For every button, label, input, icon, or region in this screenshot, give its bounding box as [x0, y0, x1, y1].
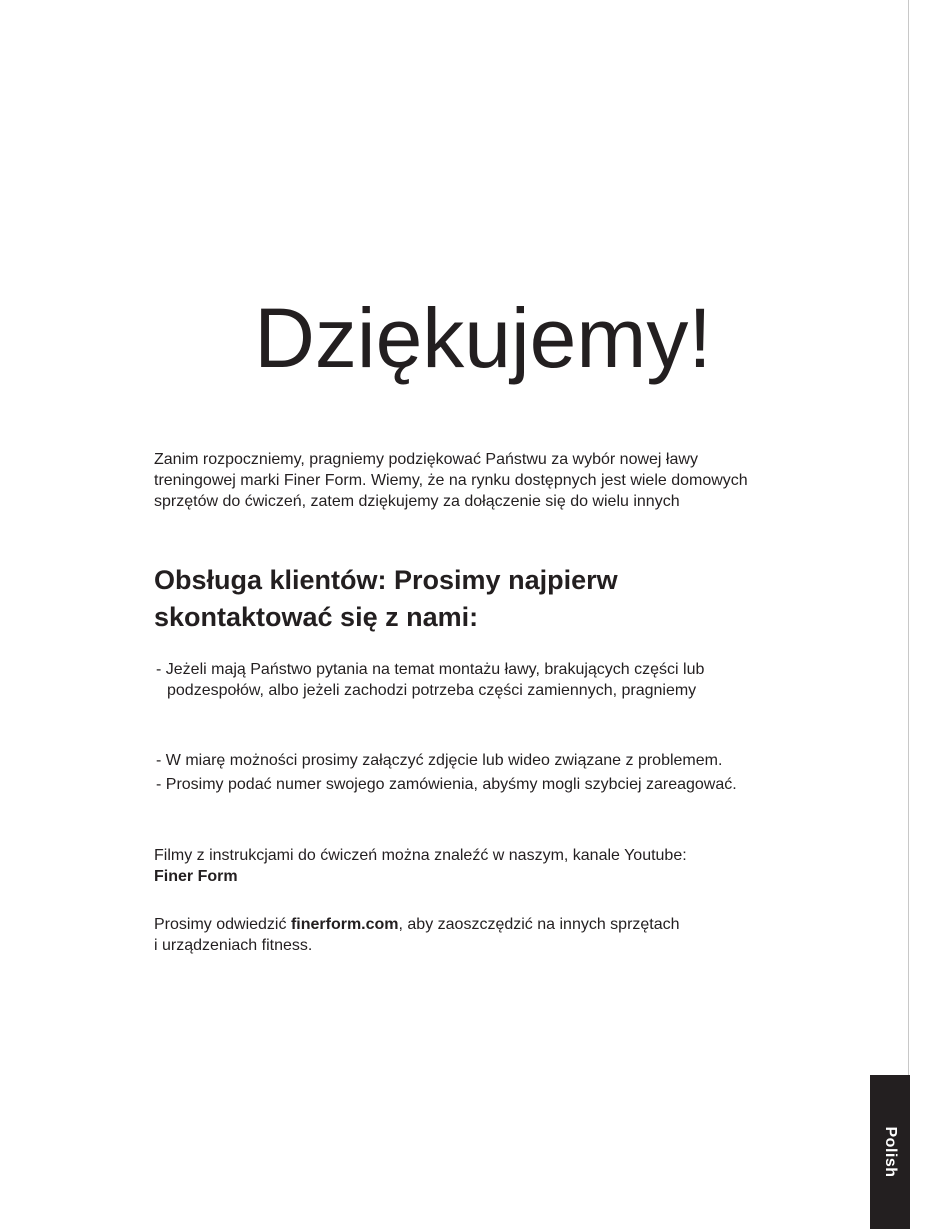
- language-tab-label: Polish: [882, 1126, 899, 1178]
- visit-prefix: Prosimy odwiedzić: [154, 916, 291, 933]
- youtube-paragraph: [154, 845, 854, 887]
- intro-line: treningowej marki Finer Form. Wiemy, że na rynku dostępnych jest wiele domowych: [154, 472, 748, 489]
- bullet-line-continued: podzespołów, albo jeżeli zachodzi potrzeba części zamiennych, pragniemy: [167, 682, 697, 699]
- visit-paragraph: [154, 914, 854, 956]
- heading-line: skontaktować się z nami:: [154, 602, 479, 632]
- visit-line-2: i urządzeniach fitness.: [154, 937, 313, 954]
- bullet-line: - Jeżeli mają Państwo pytania na temat montażu ławy, brakujących części lub: [156, 661, 705, 678]
- website-link[interactable]: finerform.com: [290, 916, 399, 933]
- bullet-order-number: - Prosimy podać numer swojego zamówienia, abyśmy mogli szybciej zareagować.: [156, 776, 737, 793]
- language-tab: [870, 1075, 910, 1229]
- visit-suffix: , aby zaoszczędzić na innych sprzętach: [398, 916, 680, 933]
- customer-service-heading: [154, 562, 834, 636]
- page-edge-line: [908, 0, 909, 1229]
- bullet-list-secondary: [156, 749, 856, 797]
- intro-paragraph: [154, 449, 834, 512]
- bullet-attach-photo: - W miarę możności prosimy załączyć zdjęcie lub wideo związane z problemem.: [156, 752, 723, 769]
- intro-line: Zanim rozpoczniemy, pragniemy podziękować Państwu za wybór nowej ławy: [154, 451, 698, 468]
- heading-line: Obsługa klientów: Prosimy najpierw: [154, 565, 618, 595]
- page-title: Dziękujemy!: [254, 291, 712, 385]
- visit-line-1: [154, 914, 854, 935]
- intro-line: sprzętów do ćwiczeń, zatem dziękujemy za dołączenie się do wielu innych: [154, 493, 680, 510]
- youtube-channel-name: Finer Form: [154, 868, 238, 885]
- youtube-text: Filmy z instrukcjami do ćwiczeń można znaleźć w naszym, kanale Youtube:: [154, 847, 687, 864]
- bullet-assembly-questions: [156, 659, 856, 701]
